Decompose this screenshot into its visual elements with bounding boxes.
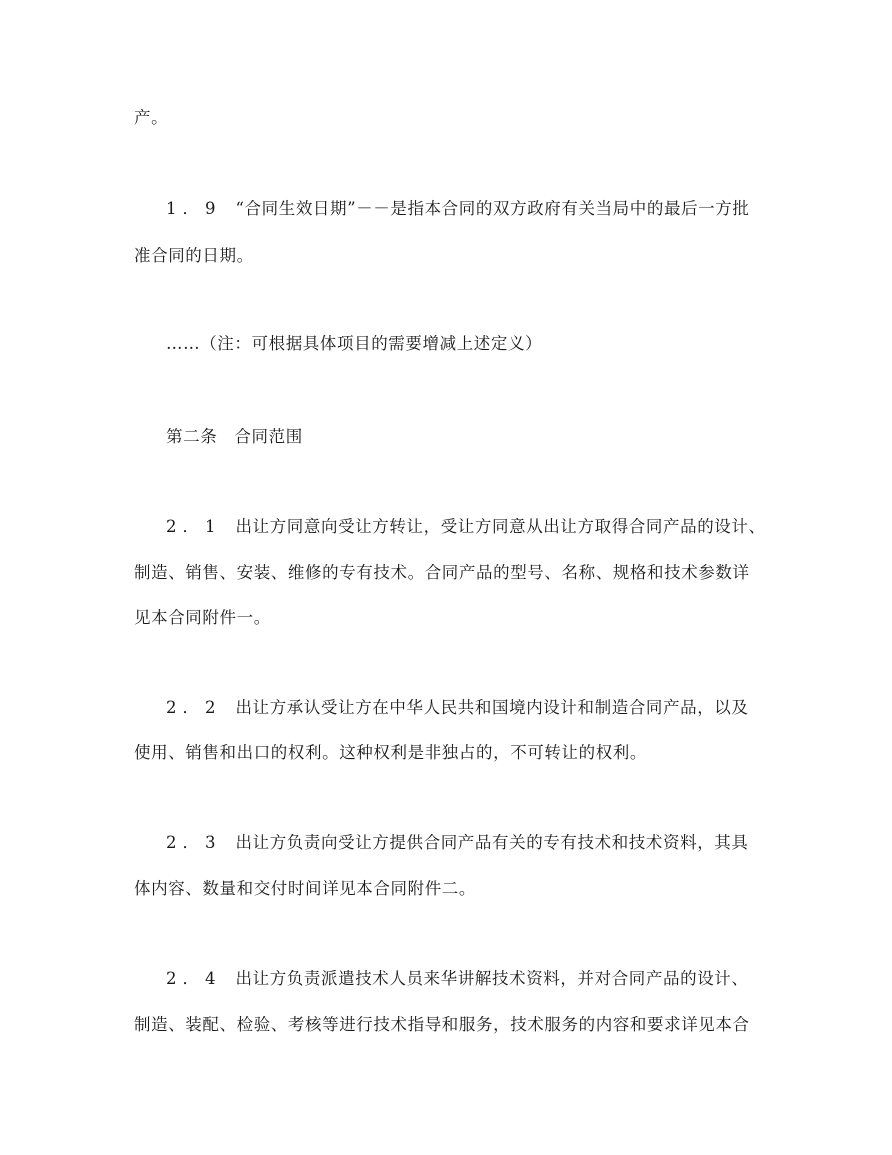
text-line [134,1015,774,1035]
line-text: 出让方同意向受让方转让，受让方同意从出让方取得合同产品的设计、 [235,517,766,536]
clause-2-1 [166,517,806,537]
clause-2-4 [166,969,806,989]
text-line [134,879,774,899]
line-text: 准合同的日期。 [134,246,254,265]
clause-number: 2．4 [166,969,222,988]
note-line [166,334,806,354]
text-line [134,563,774,583]
clause-number: 2．2 [166,698,222,717]
article-heading [166,427,806,447]
line-text: 体内容、数量和交付时间详见本合同附件二。 [134,879,476,898]
line-text: 出让方负责派遣技术人员来华讲解技术资料，并对合同产品的设计、 [235,969,749,988]
text-line [134,108,774,128]
line-text: 出让方承认受让方在中华人民共和国境内设计和制造合同产品，以及 [235,698,749,717]
clause-number: 2．1 [166,517,222,536]
line-text: 使用、销售和出口的权利。这种权利是非独占的，不可转让的权利。 [134,743,647,762]
line-text: 出让方负责向受让方提供合同产品有关的专有技术和技术资料，其具 [235,833,749,852]
line-text: 第二条 合同范围 [166,427,303,446]
text-line [134,246,774,266]
line-text: 产。 [134,108,169,127]
clause-2-2 [166,698,806,718]
text-line [134,743,774,763]
line-text: ……（注：可根据具体项目的需要增减上述定义） [166,334,543,353]
clause-number: 1．9 [166,199,222,218]
clause-2-3 [166,833,806,853]
text-line [134,608,774,628]
line-text: 制造、销售、安装、维修的专有技术。合同产品的型号、名称、规格和技术参数详 [134,563,750,582]
line-text: 见本合同附件一。 [134,608,271,627]
clause-number: 2．3 [166,833,222,852]
line-text: “合同生效日期”－－是指本合同的双方政府有关当局中的最后一方批 [235,199,750,218]
clause-1-9 [166,199,806,219]
line-text: 制造、装配、检验、考核等进行技术指导和服务，技术服务的内容和要求详见本合 [134,1015,750,1034]
